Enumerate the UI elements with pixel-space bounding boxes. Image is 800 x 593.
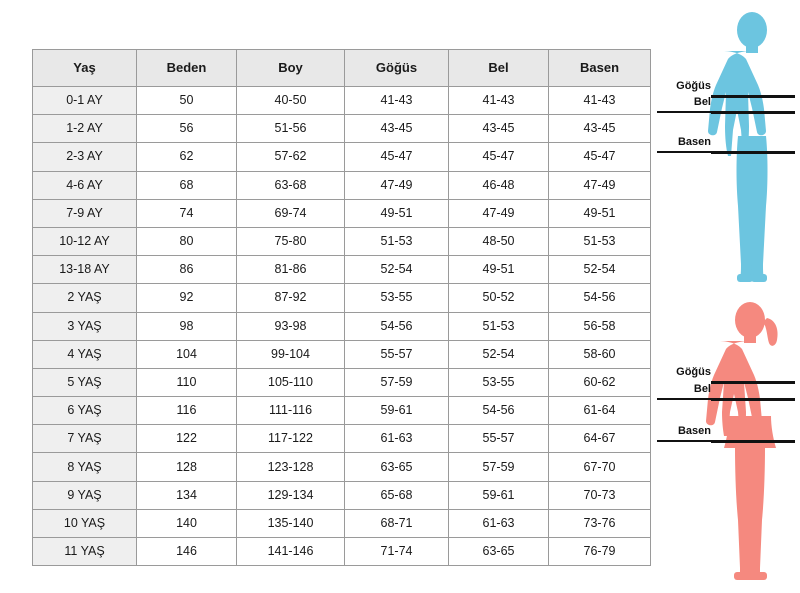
table-header-row [33,50,651,87]
cell-waist: 46-48 [449,171,549,199]
cell-hip: 54-56 [549,284,651,312]
cell-chest: 55-57 [345,340,449,368]
cell-height: 63-68 [237,171,345,199]
cell-height: 81-86 [237,256,345,284]
cell-size: 50 [137,87,237,115]
boy-hip-measure-line [711,151,795,154]
table-row [33,143,651,171]
table-row [33,227,651,255]
column-header-age: Yaş [33,50,137,87]
boy-figure [705,8,800,288]
table-row [33,87,651,115]
cell-size: 116 [137,397,237,425]
girl-hip-label: Basen [677,425,711,437]
cell-size: 146 [137,538,237,566]
cell-hip: 43-45 [549,115,651,143]
cell-hip: 41-43 [549,87,651,115]
table-row [33,397,651,425]
boy-hip-label-underline [657,151,713,153]
table-row [33,481,651,509]
girl-waist-label: Bel [693,383,711,395]
cell-age: 4 YAŞ [33,340,137,368]
girl-waist-measure-line [711,398,795,401]
cell-hip: 58-60 [549,340,651,368]
cell-waist: 59-61 [449,481,549,509]
body-figures-panel [655,0,800,593]
cell-height: 87-92 [237,284,345,312]
cell-hip: 51-53 [549,227,651,255]
cell-height: 105-110 [237,368,345,396]
cell-age: 7-9 AY [33,199,137,227]
table-row [33,340,651,368]
boy-chest-label: Göğüs [676,80,711,92]
table-row [33,115,651,143]
cell-height: 117-122 [237,425,345,453]
cell-age: 10-12 AY [33,227,137,255]
cell-age: 7 YAŞ [33,425,137,453]
cell-chest: 63-65 [345,453,449,481]
table-row [33,425,651,453]
cell-size: 62 [137,143,237,171]
cell-age: 4-6 AY [33,171,137,199]
table-header [33,50,651,87]
cell-hip: 70-73 [549,481,651,509]
table-row [33,312,651,340]
cell-waist: 50-52 [449,284,549,312]
cell-height: 135-140 [237,509,345,537]
column-header-waist: Bel [449,50,549,87]
cell-waist: 49-51 [449,256,549,284]
cell-size: 110 [137,368,237,396]
cell-waist: 52-54 [449,340,549,368]
size-chart-table-wrapper [32,49,650,566]
cell-age: 3 YAŞ [33,312,137,340]
cell-height: 75-80 [237,227,345,255]
cell-waist: 47-49 [449,199,549,227]
cell-height: 57-62 [237,143,345,171]
cell-hip: 64-67 [549,425,651,453]
cell-age: 2-3 AY [33,143,137,171]
cell-age: 6 YAŞ [33,397,137,425]
cell-hip: 73-76 [549,509,651,537]
cell-waist: 54-56 [449,397,549,425]
cell-waist: 48-50 [449,227,549,255]
table-row [33,256,651,284]
cell-waist: 51-53 [449,312,549,340]
cell-hip: 60-62 [549,368,651,396]
cell-waist: 55-57 [449,425,549,453]
cell-age: 9 YAŞ [33,481,137,509]
cell-height: 40-50 [237,87,345,115]
cell-height: 141-146 [237,538,345,566]
girl-waist-label-underline [657,398,713,400]
cell-size: 80 [137,227,237,255]
girl-hip-label-underline [657,440,713,442]
cell-hip: 76-79 [549,538,651,566]
cell-size: 104 [137,340,237,368]
cell-hip: 56-58 [549,312,651,340]
boy-waist-label-underline [657,111,713,113]
girl-hip-measure-line [711,440,795,443]
cell-chest: 65-68 [345,481,449,509]
cell-chest: 43-45 [345,115,449,143]
cell-waist: 41-43 [449,87,549,115]
size-chart-table [32,49,651,566]
table-row [33,171,651,199]
cell-chest: 41-43 [345,87,449,115]
cell-chest: 51-53 [345,227,449,255]
table-body [33,87,651,566]
cell-age: 10 YAŞ [33,509,137,537]
cell-chest: 49-51 [345,199,449,227]
cell-chest: 68-71 [345,509,449,537]
column-header-chest: Göğüs [345,50,449,87]
cell-size: 122 [137,425,237,453]
cell-hip: 45-47 [549,143,651,171]
cell-hip: 67-70 [549,453,651,481]
cell-chest: 52-54 [345,256,449,284]
cell-waist: 57-59 [449,453,549,481]
column-header-size: Beden [137,50,237,87]
cell-waist: 45-47 [449,143,549,171]
cell-chest: 57-59 [345,368,449,396]
column-header-hip: Basen [549,50,651,87]
cell-hip: 61-64 [549,397,651,425]
cell-hip: 47-49 [549,171,651,199]
cell-size: 92 [137,284,237,312]
cell-height: 51-56 [237,115,345,143]
cell-size: 86 [137,256,237,284]
cell-hip: 49-51 [549,199,651,227]
cell-age: 0-1 AY [33,87,137,115]
cell-size: 98 [137,312,237,340]
cell-chest: 61-63 [345,425,449,453]
cell-size: 56 [137,115,237,143]
column-header-height: Boy [237,50,345,87]
cell-height: 93-98 [237,312,345,340]
cell-chest: 59-61 [345,397,449,425]
cell-age: 11 YAŞ [33,538,137,566]
girl-chest-label: Göğüs [676,366,711,378]
cell-waist: 53-55 [449,368,549,396]
cell-age: 13-18 AY [33,256,137,284]
girl-chest-measure-line [711,381,795,384]
cell-waist: 61-63 [449,509,549,537]
table-row [33,368,651,396]
cell-chest: 53-55 [345,284,449,312]
table-row [33,538,651,566]
cell-height: 111-116 [237,397,345,425]
cell-height: 129-134 [237,481,345,509]
cell-height: 123-128 [237,453,345,481]
cell-waist: 63-65 [449,538,549,566]
cell-chest: 54-56 [345,312,449,340]
table-row [33,199,651,227]
table-row [33,453,651,481]
cell-height: 69-74 [237,199,345,227]
cell-size: 74 [137,199,237,227]
cell-chest: 71-74 [345,538,449,566]
cell-size: 140 [137,509,237,537]
cell-age: 1-2 AY [33,115,137,143]
table-row [33,509,651,537]
cell-hip: 52-54 [549,256,651,284]
cell-size: 128 [137,453,237,481]
cell-chest: 47-49 [345,171,449,199]
cell-age: 5 YAŞ [33,368,137,396]
cell-age: 8 YAŞ [33,453,137,481]
cell-size: 134 [137,481,237,509]
boy-waist-measure-line [711,111,795,114]
cell-age: 2 YAŞ [33,284,137,312]
cell-size: 68 [137,171,237,199]
cell-chest: 45-47 [345,143,449,171]
cell-height: 99-104 [237,340,345,368]
boy-hip-label: Basen [677,136,711,148]
table-row [33,284,651,312]
cell-waist: 43-45 [449,115,549,143]
boy-chest-measure-line [711,95,795,98]
boy-waist-label: Bel [693,96,711,108]
